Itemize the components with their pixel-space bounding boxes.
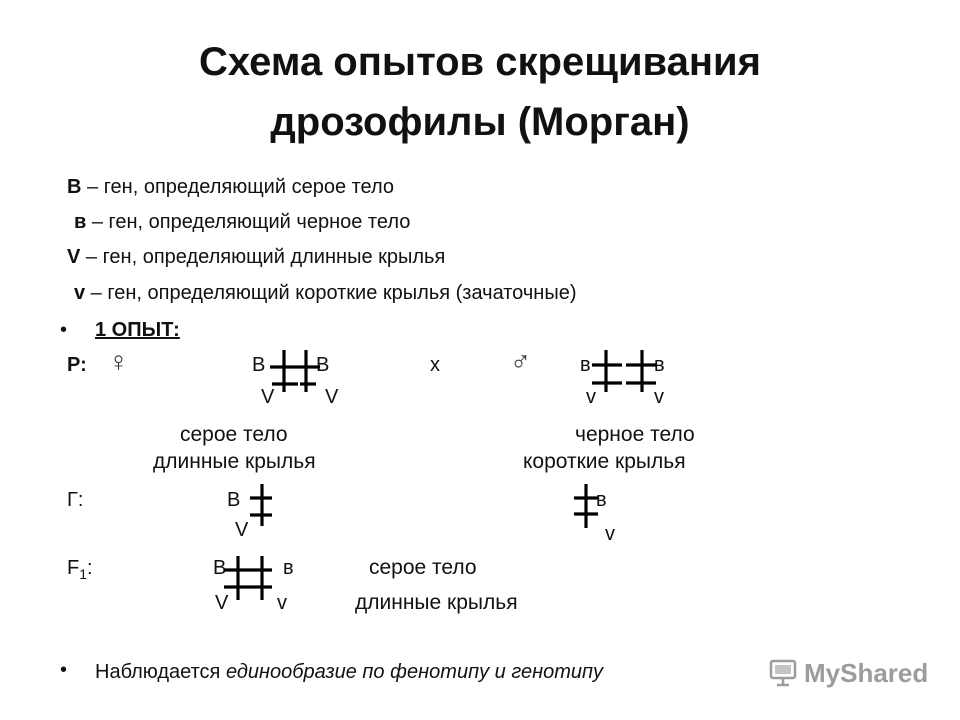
f1-subscript: 1: [79, 566, 88, 582]
page-title-line-2: дрозофилы (Морган): [270, 100, 690, 144]
conclusion-text: [95, 660, 603, 684]
female-icon: ♀: [108, 346, 129, 377]
f1-phenotype-wings: длинные крылья: [355, 591, 518, 614]
allele: B: [316, 354, 330, 376]
allele: V: [215, 592, 229, 614]
gene-symbol: B: [67, 176, 82, 198]
conclusion-italic: единообразие по фенотипу и генотипу: [225, 661, 603, 683]
f1-phenotype-body: серое тело: [369, 556, 477, 579]
f1-label: [67, 556, 93, 586]
legend-gene-V: [67, 245, 445, 269]
experiment-heading: 1 ОПЫТ:: [95, 319, 180, 341]
gametes-label: Г:: [67, 489, 84, 511]
legend-gene-v: [74, 281, 577, 305]
gene-symbol: V: [67, 246, 81, 268]
parents-label: Р:: [67, 354, 87, 376]
legend-gene-B: [67, 175, 394, 199]
allele: в: [596, 489, 607, 511]
allele: B: [227, 489, 241, 511]
allele: v: [277, 592, 287, 614]
allele: B: [213, 557, 227, 579]
bullet: •: [60, 659, 68, 681]
female-phenotype-body: серое тело: [180, 423, 288, 446]
f1-letter: F: [67, 557, 80, 579]
legend-gene-b: [74, 210, 410, 234]
allele: v: [605, 523, 615, 545]
allele: V: [235, 519, 249, 541]
f1-colon: :: [87, 557, 93, 579]
allele: в: [654, 354, 665, 376]
male-phenotype-wings: короткие крылья: [523, 450, 686, 473]
gene-description: – ген, определяющий длинные крылья: [80, 246, 446, 268]
projector-icon: [768, 658, 798, 688]
allele: в: [283, 557, 294, 579]
gene-description: – ген, определяющий серое тело: [81, 176, 395, 198]
bullet: •: [60, 319, 68, 341]
watermark: [768, 656, 928, 696]
gene-description: – ген, определяющий черное тело: [86, 211, 411, 233]
allele: V: [261, 386, 275, 408]
allele: B: [252, 354, 266, 376]
male-phenotype-body: черное тело: [575, 423, 695, 446]
male-icon: ♂: [510, 346, 531, 377]
watermark-text: MyShared: [804, 658, 929, 688]
page-title-line-1: Схема опытов скрещивания: [199, 40, 761, 84]
gene-description: – ген, определяющий короткие крылья (зачаточные): [85, 282, 577, 304]
female-phenotype-wings: длинные крылья: [153, 450, 316, 473]
cross-sign: х: [430, 354, 440, 376]
allele: V: [325, 386, 339, 408]
gene-symbol: в: [74, 211, 87, 233]
allele: v: [586, 386, 596, 408]
allele: v: [654, 386, 664, 408]
allele: в: [580, 354, 591, 376]
gene-symbol: v: [74, 282, 86, 304]
conclusion-plain: Наблюдается: [95, 661, 226, 683]
